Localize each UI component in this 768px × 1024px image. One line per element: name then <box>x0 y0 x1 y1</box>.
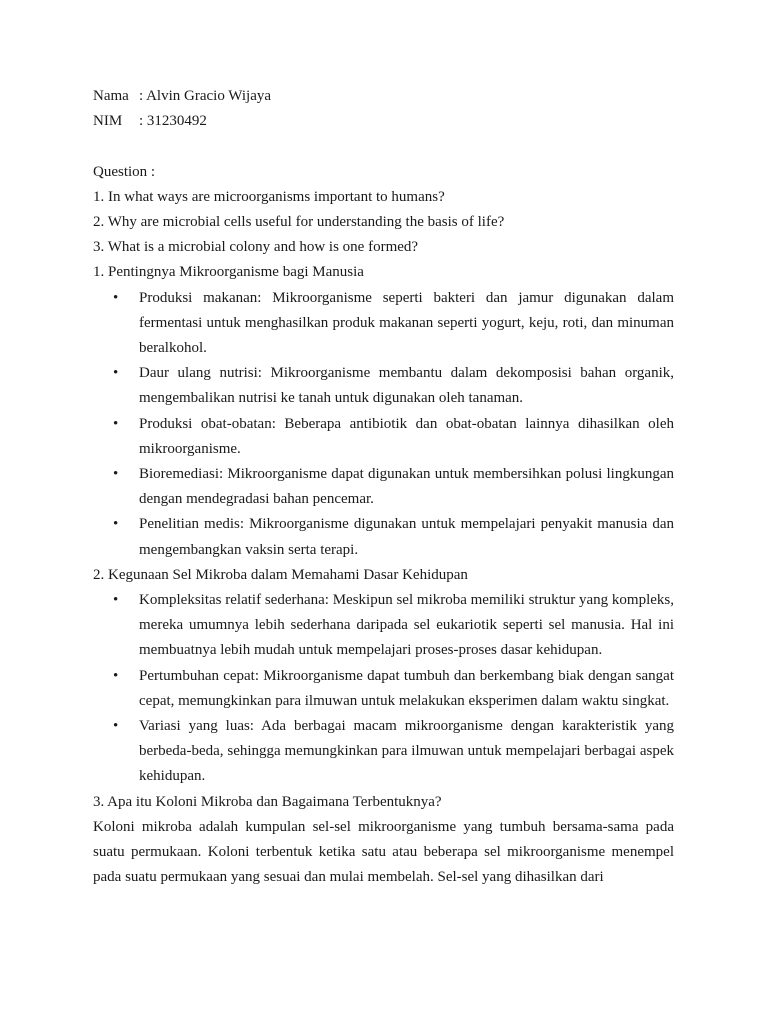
bullet-icon: • <box>113 717 119 734</box>
list-item-text: Penelitian medis: Mikroorganisme digunakan untuk mempelajari penyakit manusia dan mengembangkan vaksin serta terapi. <box>139 516 674 558</box>
questions-heading: Question : <box>93 163 156 180</box>
list-item <box>93 588 674 664</box>
list-item-text: Bioremediasi: Mikroorganisme dapat digunakan untuk membersihkan polusi lingkungan dengan mendegradasi bahan pencemar. <box>139 465 674 508</box>
bullet-icon: • <box>113 667 119 684</box>
section1-heading: 1. Pentingnya Mikroorganisme bagi Manusia <box>93 264 364 281</box>
list-item <box>93 512 674 562</box>
bullet-icon: • <box>113 289 119 306</box>
name-row <box>93 84 674 109</box>
list-item-text: Variasi yang luas: Ada berbagai macam mikroorganisme dengan karakteristik yang berbeda-beda, sehingga memungkinkan para ilmuwan untuk mempelajari berbagai aspek kehidupan. <box>139 717 674 785</box>
list-item <box>93 664 674 714</box>
section2-heading: 2. Kegunaan Sel Mikroba dalam Memahami Dasar Kehidupan <box>93 566 468 583</box>
list-item <box>93 714 674 790</box>
section2-bullet-list <box>93 588 674 790</box>
list-item <box>93 412 674 462</box>
name-value: : Alvin Gracio Wijaya <box>139 88 272 104</box>
list-item-text: Produksi obat-obatan: Beberapa antibiotik dan obat-obatan lainnya dihasilkan oleh mikroorganisme. <box>139 415 674 457</box>
list-item-text: Daur ulang nutrisi: Mikroorganisme membantu dalam dekomposisi bahan organik, mengembalikan nutrisi ke tanah untuk digunakan oleh tanaman. <box>139 365 674 407</box>
list-item <box>93 462 674 512</box>
question-item-2: 2. Why are microbial cells useful for understanding the basis of life? <box>93 213 505 230</box>
bullet-icon: • <box>113 591 119 608</box>
nim-label: NIM <box>93 113 123 130</box>
question-item-1: 1. In what ways are microorganisms important to humans? <box>93 188 445 205</box>
list-item <box>93 361 674 411</box>
list-item-text: Produksi makanan: Mikroorganisme seperti bakteri dan jamur digunakan dalam fermentasi untuk menghasilkan produk makanan seperti yogurt, keju, roti, dan minuman beralkohol. <box>139 289 674 356</box>
bullet-icon: • <box>113 365 119 382</box>
list-item-text: Pertumbuhan cepat: Mikroorganisme dapat tumbuh dan berkembang biak dengan sangat cepat, memungkinkan para ilmuwan untuk melakukan eksperimen dalam waktu singkat. <box>139 667 674 709</box>
bullet-icon: • <box>113 415 119 432</box>
list-item <box>93 286 674 362</box>
nim-row <box>93 109 674 134</box>
bullet-icon: • <box>113 465 119 482</box>
question-item-3: 3. What is a microbial colony and how is one formed? <box>93 239 419 256</box>
section1-bullet-list <box>93 286 674 563</box>
section3-heading: 3. Apa itu Koloni Mikroba dan Bagaimana Terbentuknya? <box>93 793 442 810</box>
document-page <box>93 84 674 890</box>
list-item-text: Kompleksitas relatif sederhana: Meskipun sel mikroba memiliki struktur yang kompleks, mereka umumnya lebih sederhana daripada sel eukariotik seperti sel manusia. Hal ini membuatnya lebih mudah untuk mempelajari proses-proses dasar kehidupan. <box>139 591 674 659</box>
name-label: Nama <box>93 88 129 104</box>
bullet-icon: • <box>113 516 119 533</box>
nim-value: : 31230492 <box>139 113 207 130</box>
spacer <box>93 134 674 159</box>
section3-paragraph: Koloni mikroba adalah kumpulan sel-sel mikroorganisme yang tumbuh bersama-sama pada suatu permukaan. Koloni terbentuk ketika satu atau beberapa sel mikroorganisme menempel pada suatu permukaan yang sesuai dan mulai membelah. Sel-sel yang dihasilkan dari <box>93 818 674 886</box>
